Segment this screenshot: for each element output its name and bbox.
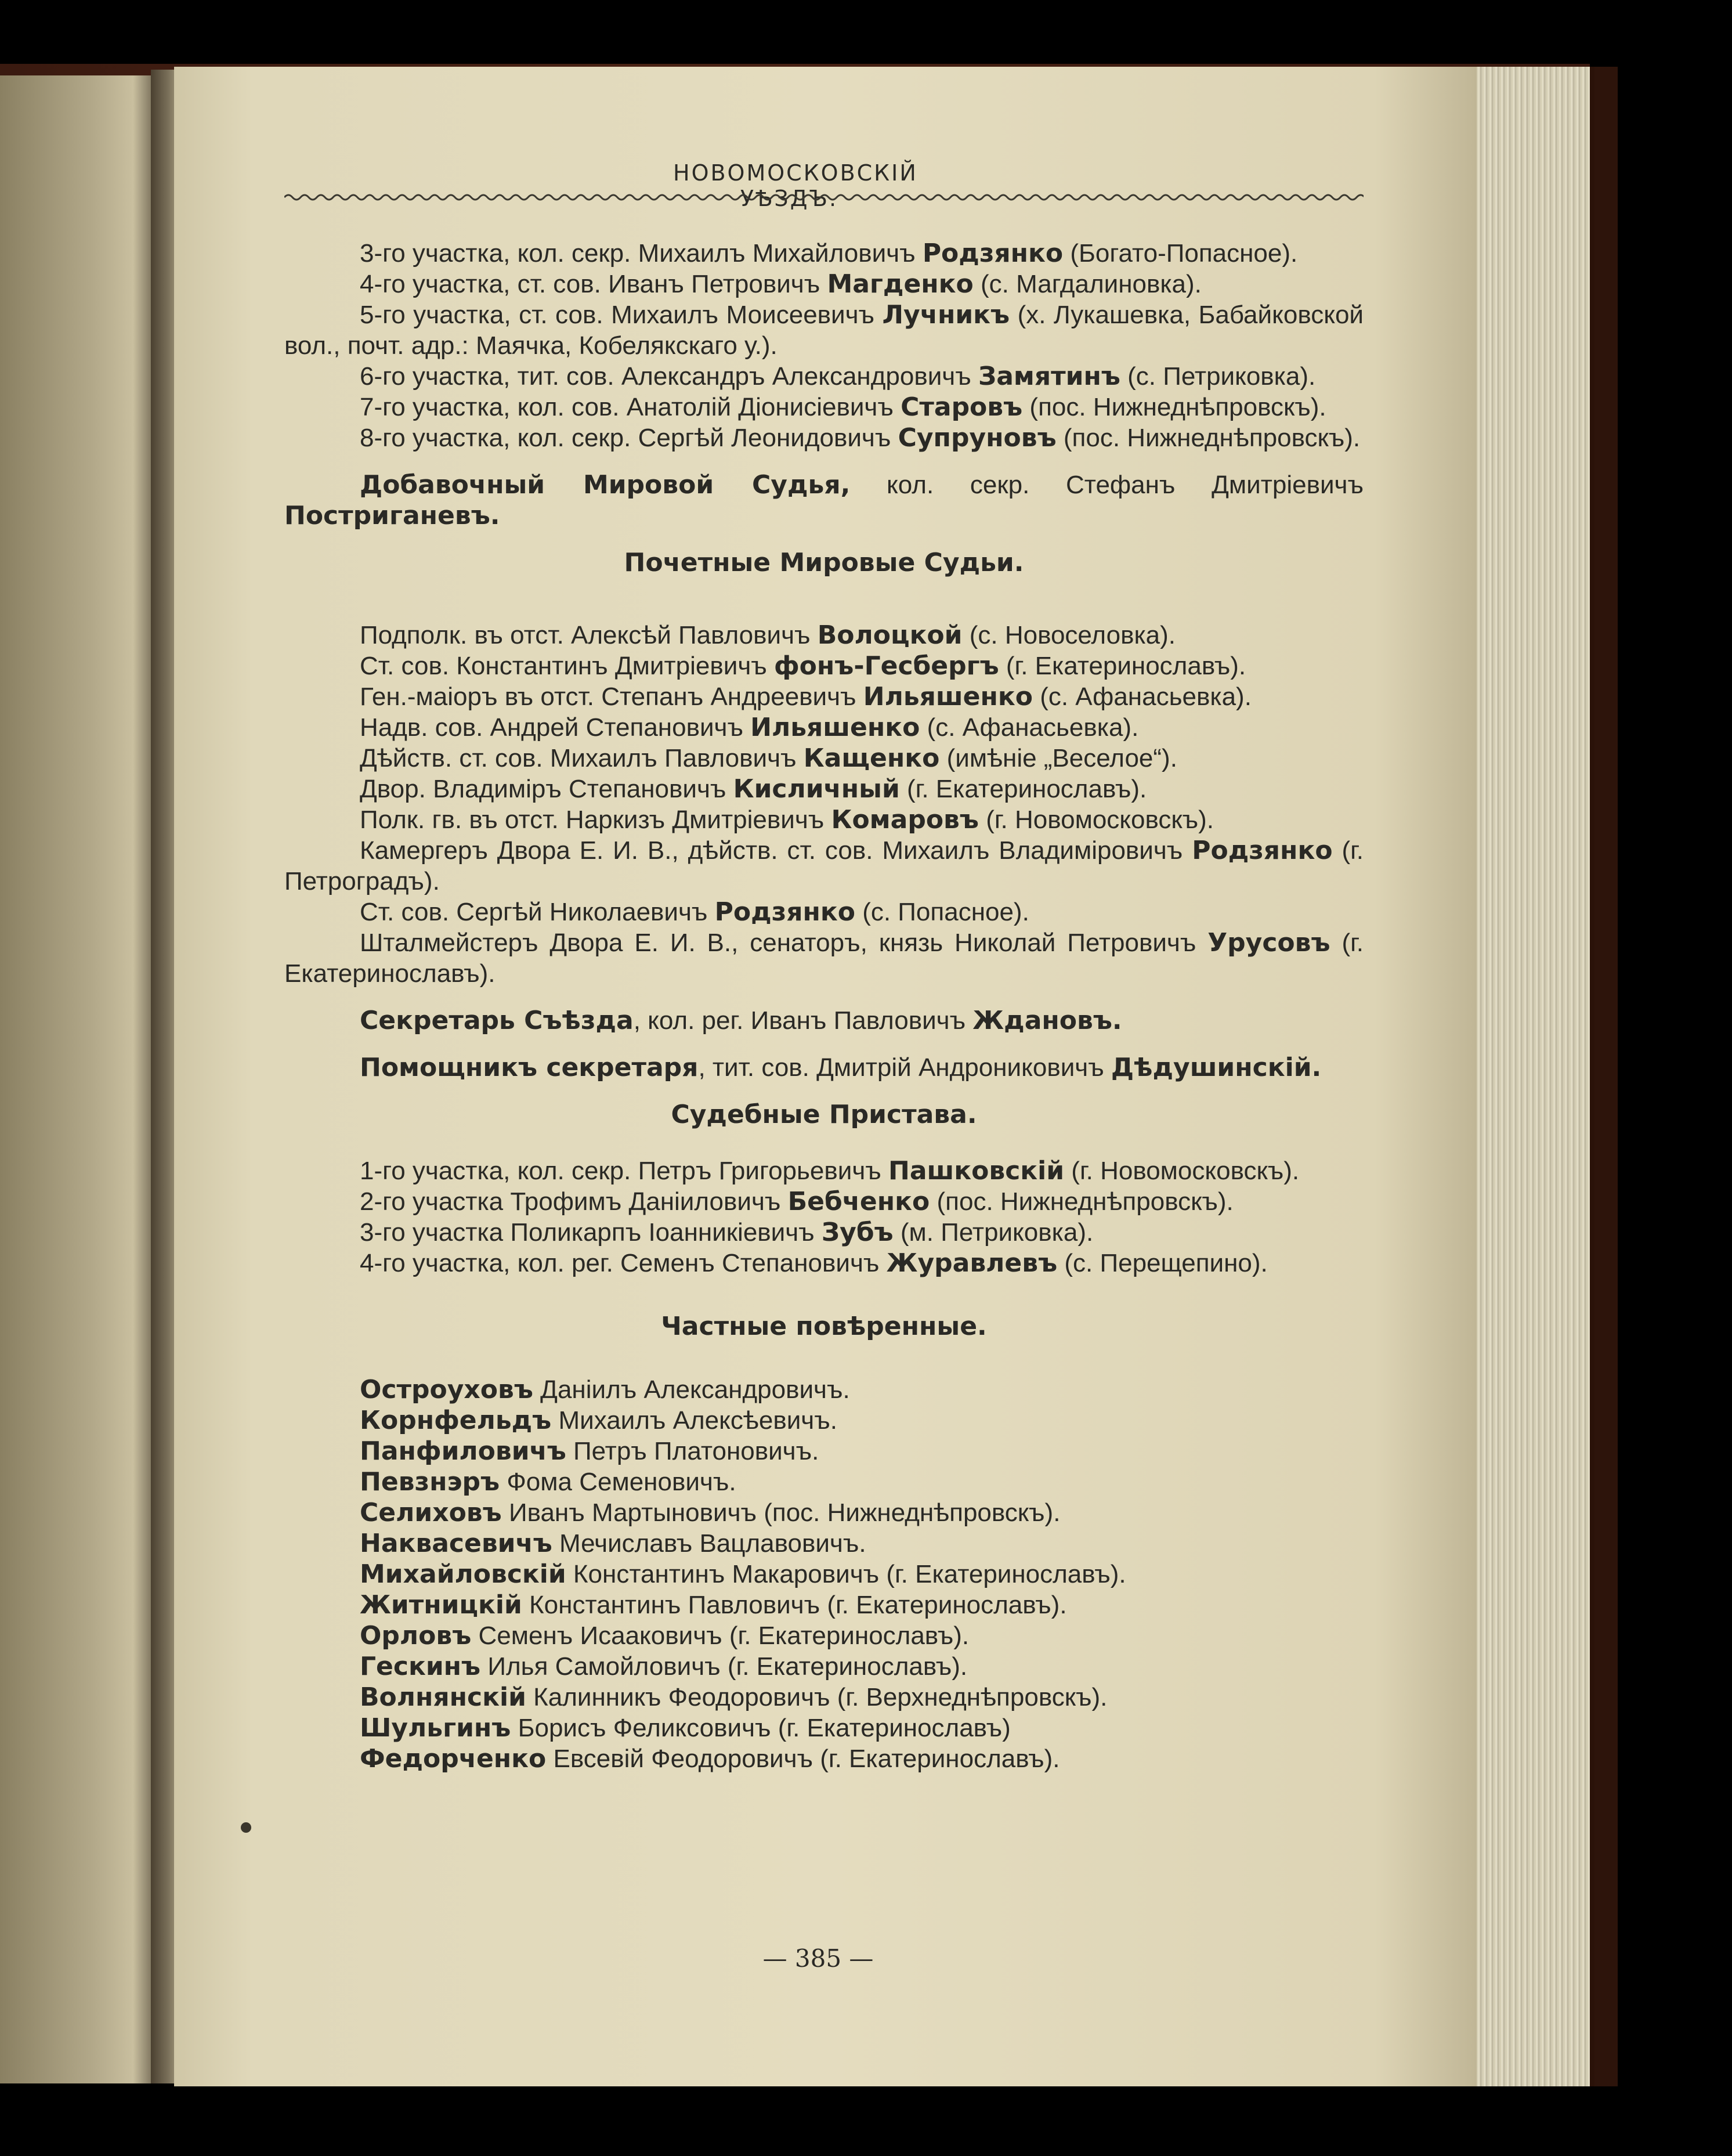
honorary-detail: (с. Новоселовка). <box>962 621 1176 649</box>
attorney-surname: Федорченко <box>360 1744 547 1774</box>
honorary-entry <box>284 927 1364 989</box>
honorary-detail: (г. Екатеринославъ). <box>899 775 1147 803</box>
running-header: НОВОМОСКОВСКІЙ УѢЗДЪ. <box>673 160 918 211</box>
honorary-entry <box>284 804 1364 835</box>
magistrate-detail: (с. Петриковка). <box>1120 362 1316 391</box>
honorary-detail: (с. Афанасьевка). <box>1032 682 1252 711</box>
attorney-entry <box>284 1528 1364 1559</box>
attorney-surname: Орловъ <box>360 1621 472 1651</box>
attorney-entry <box>284 1405 1364 1436</box>
attorney-entry <box>284 1743 1364 1774</box>
magistrate-detail: (пос. Нижнеднѣпровскъ). <box>1056 424 1361 452</box>
magistrate-entry <box>284 238 1364 269</box>
honorary-text: Камергеръ Двора Е. И. В., дѣйств. ст. сов. Михаилъ Владиміровичъ <box>360 836 1192 865</box>
assistant-name: Дѣдушинскій. <box>1111 1053 1322 1082</box>
honorary-detail: (г. Новомосковскъ). <box>978 806 1214 834</box>
magistrate-entry <box>284 392 1364 422</box>
honorary-detail: (с. Попасное). <box>855 898 1029 926</box>
secretary-name: Ждановъ. <box>972 1006 1122 1035</box>
attorney-detail: Борисъ Феликсовичъ (г. Екатеринославъ) <box>511 1714 1011 1742</box>
honorary-text: Ст. сов. Константинъ Дмитріевичъ <box>360 652 774 680</box>
magistrate-surname: Старовъ <box>901 392 1023 422</box>
attorneys-list <box>284 1374 1364 1774</box>
honorary-surname: Ильяшенко <box>750 713 920 742</box>
assistant-title: Помощникъ секретаря <box>360 1053 699 1082</box>
bailiff-entry <box>284 1155 1364 1186</box>
page-number: — 385 — <box>762 1944 874 1973</box>
attorney-entry <box>284 1620 1364 1651</box>
attorney-surname: Панфиловичъ <box>360 1436 566 1466</box>
honorary-surname: Волоцкой <box>817 620 963 650</box>
bailiff-text: 1-го участка, кол. секр. Петръ Григорьевичъ <box>360 1157 889 1185</box>
bailiff-text: 4-го участка, кол. рег. Семенъ Степановичъ <box>360 1249 887 1277</box>
magistrate-surname: Магденко <box>827 269 974 299</box>
attorney-detail: Даніилъ Александровичъ. <box>533 1375 850 1404</box>
cover-edge <box>1594 67 1618 2086</box>
honorary-text: Ст. сов. Сергѣй Николаевичъ <box>360 898 715 926</box>
honorary-surname: фонъ-Гесбергъ <box>773 651 999 681</box>
magistrate-entry <box>284 269 1364 299</box>
attorney-surname: Певзнэръ <box>360 1467 500 1497</box>
attorney-entry <box>284 1497 1364 1528</box>
attorney-surname: Селиховъ <box>360 1498 502 1527</box>
bailiff-detail: (пос. Нижнеднѣпровскъ). <box>930 1187 1234 1216</box>
attorney-detail: Илья Самойловичъ (г. Екатеринославъ). <box>480 1652 968 1681</box>
page-edges <box>1477 67 1594 2086</box>
attorney-detail: Калинникъ Феодоровичъ (г. Верхнеднѣпровскъ). <box>526 1683 1108 1711</box>
secretary-title: Секретарь Съѣзда <box>360 1006 634 1035</box>
honorary-text: Двор. Владиміръ Степановичъ <box>360 775 733 803</box>
attorneys-heading: Частные повѣренные. <box>661 1312 987 1341</box>
magistrate-entry <box>284 361 1364 392</box>
magistrate-surname: Замятинъ <box>978 362 1120 391</box>
bailiff-text: 3-го участка Поликарпъ Іоанникіевичъ <box>360 1218 822 1247</box>
honorary-entry <box>284 712 1364 743</box>
magistrate-entry <box>284 422 1364 453</box>
honorary-surname: Кащенко <box>803 743 940 773</box>
attorney-entry <box>284 1682 1364 1713</box>
honorary-detail: (г. Екатеринославъ). <box>999 652 1246 680</box>
attorney-surname: Наквасевичъ <box>360 1529 552 1558</box>
honorary-heading: Почетные Мировые Судьи. <box>624 548 1024 577</box>
attorney-detail: Иванъ Мартыновичъ (пос. Нижнеднѣпровскъ). <box>501 1498 1061 1527</box>
bailiff-text: 2-го участка Трофимъ Даніиловичъ <box>360 1187 788 1216</box>
bailiff-detail: (г. Новомосковскъ). <box>1064 1157 1300 1185</box>
honorary-entry <box>284 620 1364 651</box>
honorary-surname: Урусовъ <box>1207 928 1330 958</box>
ink-spot <box>241 1822 251 1833</box>
magistrate-text: 8-го участка, кол. секр. Сергѣй Леонидовичъ <box>360 424 898 452</box>
honorary-entry <box>284 897 1364 927</box>
honorary-text: Подполк. въ отст. Алексѣй Павловичъ <box>360 621 818 649</box>
magistrate-text: 3-го участка, кол. секр. Михаилъ Михайловичъ <box>360 239 923 268</box>
magistrate-surname: Супруновъ <box>898 423 1057 453</box>
honorary-detail: (имѣніе „Веселое“). <box>939 744 1177 772</box>
attorney-entry <box>284 1651 1364 1682</box>
magistrate-detail: (Богато-Попасное). <box>1063 239 1298 268</box>
honorary-surname: Кисличный <box>733 774 900 804</box>
honorary-entry <box>284 835 1364 897</box>
magistrate-surname: Лучникъ <box>882 300 1010 330</box>
honorary-text: Дѣйств. ст. сов. Михаилъ Павловичъ <box>360 744 804 772</box>
bailiffs-list <box>284 1155 1364 1279</box>
magistrate-detail: (х. Лукашевка, Бабайковской вол., почт. адр.: Маячка, Кобелякскаго у.). <box>284 301 1364 360</box>
honorary-text: Полк. гв. въ отст. Наркизъ Дмитріевичъ <box>360 806 831 834</box>
attorney-detail: Константинъ Павловичъ (г. Екатеринославъ). <box>522 1591 1067 1619</box>
magistrate-entry <box>284 299 1364 361</box>
attorney-surname: Волнянскій <box>360 1682 526 1712</box>
attorney-detail: Петръ Платоновичъ. <box>566 1437 819 1465</box>
magistrate-text: 6-го участка, тит. сов. Александръ Александровичъ <box>360 362 978 391</box>
magistrate-text: 4-го участка, ст. сов. Иванъ Петровичъ <box>360 270 827 298</box>
additional-magistrate <box>284 470 1364 531</box>
attorney-surname: Остроуховъ <box>360 1375 533 1404</box>
attorney-entry <box>284 1467 1364 1497</box>
page-content <box>284 238 1364 1774</box>
attorney-surname: Шульгинъ <box>360 1713 511 1743</box>
bailiff-detail: (с. Перещепино). <box>1057 1249 1268 1277</box>
additional-text: кол. секр. Стефанъ Дмитріевичъ <box>850 471 1364 499</box>
bailiff-entry <box>284 1217 1364 1248</box>
bailiff-surname: Журавлевъ <box>886 1248 1058 1278</box>
additional-name: Постриганевъ. <box>284 501 500 530</box>
attorney-entry <box>284 1374 1364 1405</box>
magistrates-list <box>284 238 1364 453</box>
bailiff-surname: Зубъ <box>821 1218 894 1247</box>
bailiff-surname: Бебченко <box>787 1187 930 1216</box>
secretary-text: , кол. рег. Иванъ Павловичъ <box>633 1006 973 1035</box>
attorney-entry <box>284 1590 1364 1620</box>
attorney-detail: Фома Семеновичъ. <box>500 1468 736 1496</box>
bailiff-entry <box>284 1248 1364 1279</box>
bailiff-surname: Пашковскій <box>888 1156 1065 1186</box>
magistrate-surname: Родзянко <box>922 239 1064 268</box>
honorary-surname: Родзянко <box>714 897 855 927</box>
attorney-surname: Корнфельдъ <box>360 1406 552 1435</box>
bailiffs-heading: Судебные Пристава. <box>671 1100 977 1129</box>
honorary-detail: (г. Петроградъ). <box>284 836 1364 895</box>
attorney-detail: Семенъ Исааковичъ (г. Екатеринославъ). <box>471 1621 970 1650</box>
honorary-entry <box>284 681 1364 712</box>
honorary-detail: (г. Екатеринославъ). <box>284 929 1364 988</box>
attorney-surname: Михайловскій <box>360 1559 566 1589</box>
honorary-text: Ген.-маіоръ въ отст. Степанъ Андреевичъ <box>360 682 863 711</box>
honorary-entry <box>284 651 1364 681</box>
honorary-detail: (с. Афанасьевка). <box>920 713 1139 742</box>
attorney-entry <box>284 1436 1364 1467</box>
additional-title: Добавочный Мировой Судья, <box>360 470 851 500</box>
left-page-edge <box>0 75 157 2083</box>
honorary-list <box>284 620 1364 989</box>
attorney-surname: Гескинъ <box>360 1652 481 1681</box>
attorney-detail: Евсевій Феодоровичъ (г. Екатеринославъ). <box>546 1745 1060 1773</box>
magistrate-text: 7-го участка, кол. сов. Анатолій Діонисіевичъ <box>360 393 901 421</box>
wavy-rule <box>284 192 1364 203</box>
secretary-line <box>284 1005 1364 1036</box>
magistrate-detail: (с. Магдалиновка). <box>973 270 1202 298</box>
honorary-text: Шталмейстеръ Двора Е. И. В., сенаторъ, князь Николай Петровичъ <box>360 929 1208 957</box>
bailiff-detail: (м. Петриковка). <box>893 1218 1094 1247</box>
honorary-surname: Родзянко <box>1192 836 1333 865</box>
assistant-line <box>284 1052 1364 1083</box>
honorary-surname: Комаровъ <box>831 805 979 835</box>
attorney-entry <box>284 1559 1364 1590</box>
assistant-text: , тит. сов. Дмитрій Андрониковичъ <box>698 1053 1111 1082</box>
honorary-entry <box>284 774 1364 804</box>
attorney-detail: Михаилъ Алексѣевичъ. <box>551 1406 837 1435</box>
honorary-text: Надв. сов. Андрей Степановичъ <box>360 713 751 742</box>
bailiff-entry <box>284 1186 1364 1217</box>
honorary-entry <box>284 743 1364 774</box>
attorney-surname: Житницкій <box>360 1590 522 1620</box>
magistrate-text: 5-го участка, ст. сов. Михаилъ Моисеевичъ <box>360 301 883 329</box>
attorney-detail: Мечиславъ Вацлавовичъ. <box>552 1529 866 1558</box>
honorary-surname: Ильяшенко <box>863 682 1033 712</box>
magistrate-detail: (пос. Нижнеднѣпровскъ). <box>1022 393 1326 421</box>
attorney-detail: Константинъ Макаровичъ (г. Екатеринославъ). <box>566 1560 1126 1588</box>
attorney-entry <box>284 1713 1364 1743</box>
